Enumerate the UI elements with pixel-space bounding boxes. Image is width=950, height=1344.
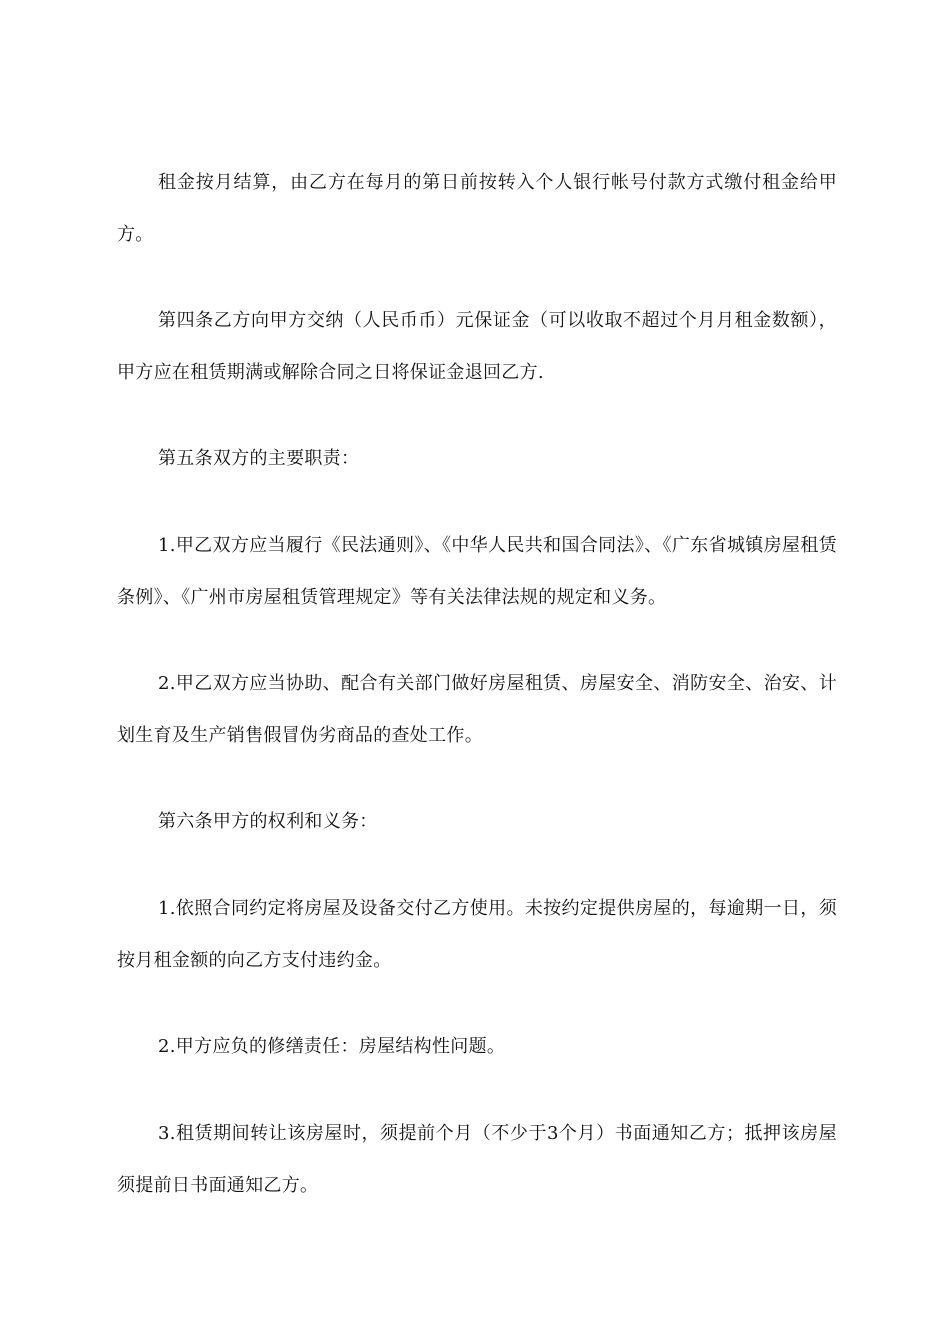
paragraph-article-6-item-3: 3.租赁期间转让该房屋时，须提前个月（不少于3个月）书面通知乙方；抵押该房屋须提前日书面通知乙方。 bbox=[117, 1123, 837, 1196]
paragraph-article-5-item-2: 2.甲乙双方应当协助、配合有关部门做好房屋租赁、房屋安全、消防安全、治安、计划生育及生产销售假冒伪劣商品的查处工作。 bbox=[117, 673, 837, 746]
paragraph-rent-settlement: 租金按月结算，由乙方在每月的第日前按转入个人银行帐号付款方式缴付租金给甲方。 bbox=[117, 172, 837, 245]
paragraph-article-6-item-2: 2.甲方应负的修缮责任：房屋结构性问题。 bbox=[158, 1036, 506, 1057]
paragraph-article-4-deposit: 第四条乙方向甲方交纳（人民币币）元保证金（可以收取不超过个月月租金数额），甲方应在租赁期满或解除合同之日将保证金退回乙方. bbox=[117, 310, 837, 383]
paragraph-article-5-heading: 第五条双方的主要职责： bbox=[158, 448, 360, 469]
paragraph-article-5-item-1: 1.甲乙双方应当履行《民法通则》、《中华人民共和国合同法》、《广东省城镇房屋租赁条例》、《广州市房屋租赁管理规定》等有关法律法规的规定和义务。 bbox=[117, 535, 837, 608]
paragraph-article-6-heading: 第六条甲方的权利和义务： bbox=[158, 811, 378, 832]
paragraph-article-6-item-1: 1.依照合同约定将房屋及设备交付乙方使用。未按约定提供房屋的，每逾期一日，须按月租金额的向乙方支付违约金。 bbox=[117, 898, 837, 971]
